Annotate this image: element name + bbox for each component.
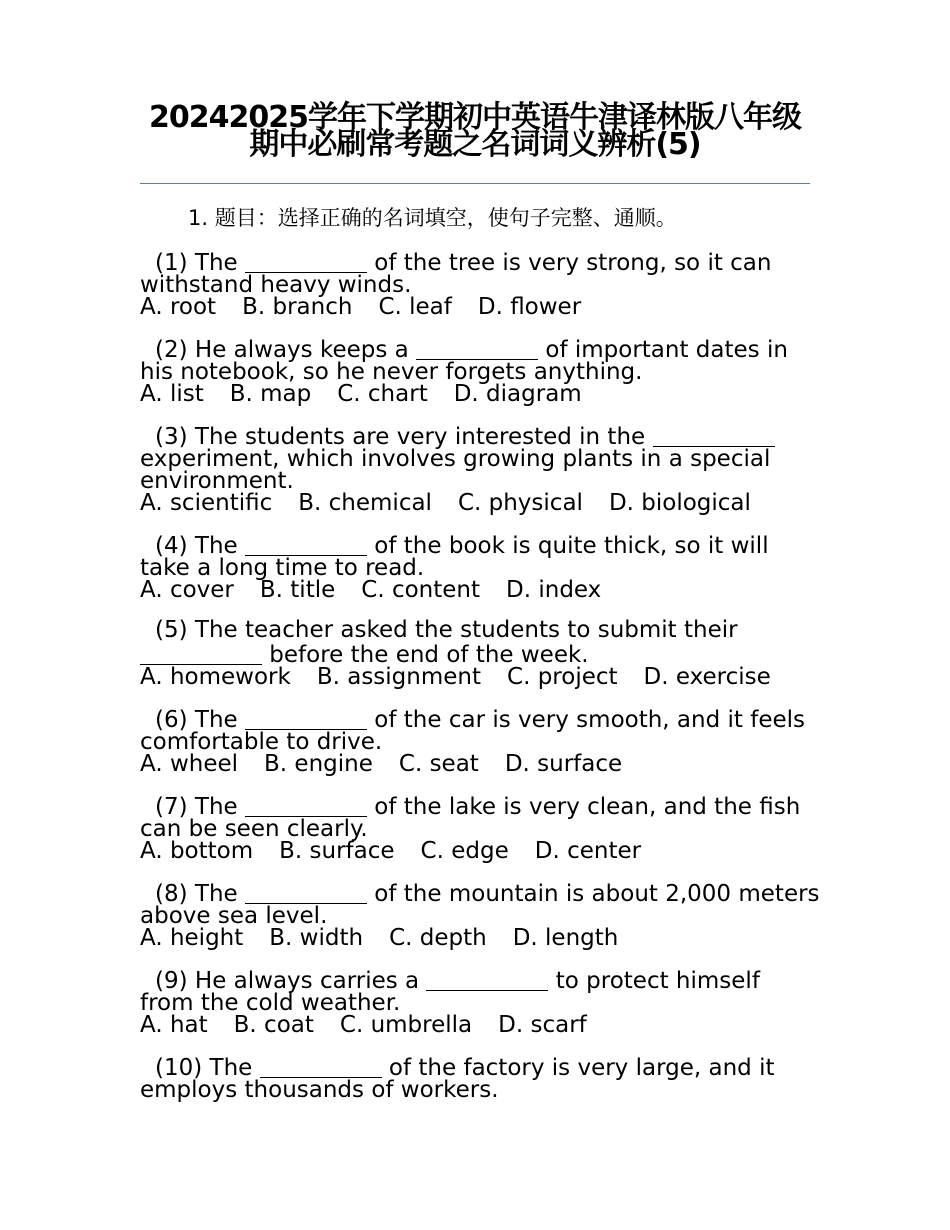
answer-blank (245, 249, 367, 273)
question-5 (140, 619, 820, 688)
question-10 (140, 1054, 820, 1101)
question-options (140, 840, 820, 862)
question-6 (140, 706, 820, 775)
question-4 (140, 532, 820, 601)
question-number: (9) (155, 968, 188, 994)
answer-blank (260, 1054, 382, 1078)
question-number: (7) (155, 794, 188, 820)
option-c: C. leaf (378, 294, 452, 320)
option-b: B. width (269, 925, 364, 951)
option-c: C. depth (389, 925, 487, 951)
option-c: C. chart (337, 381, 428, 407)
question-1 (140, 249, 820, 318)
answer-blank (245, 880, 367, 904)
option-d: D. diagram (453, 381, 582, 407)
question-options (140, 1014, 820, 1036)
option-d: D. surface (504, 751, 623, 777)
question-stem: (8) The of the mountain is about 2,000 meters above sea level. (140, 881, 820, 929)
document-title: 20242025学年下学期初中英语牛津译林版八年级期中必刷常考题之名词词义辨析(5) (149, 100, 801, 162)
option-c: C. physical (457, 490, 583, 516)
question-options (140, 927, 820, 949)
option-b: B. chemical (298, 490, 432, 516)
question-9 (140, 967, 820, 1036)
question-options (140, 579, 820, 601)
option-b: B. coat (233, 1012, 314, 1038)
option-a: A. bottom (140, 838, 254, 864)
question-options (140, 666, 820, 688)
question-2 (140, 336, 820, 405)
option-d: D. index (506, 577, 602, 603)
option-d: D. exercise (643, 664, 771, 690)
question-stem: (5) The teacher asked the students to submit their before the end of the week. (140, 619, 820, 666)
question-options (140, 296, 820, 318)
option-a: A. root (140, 294, 217, 320)
answer-blank (416, 336, 538, 360)
option-b: B. branch (242, 294, 353, 320)
option-c: C. project (507, 664, 618, 690)
answer-blank (426, 967, 548, 991)
question-stem: (9) He always carries a to protect himself from the cold weather. (140, 968, 760, 1016)
question-7 (140, 793, 820, 862)
option-d: D. length (512, 925, 619, 951)
answer-blank (653, 423, 775, 447)
option-d: D. center (534, 838, 642, 864)
option-b: B. engine (264, 751, 373, 777)
answer-blank (245, 706, 367, 730)
question-3 (140, 423, 820, 514)
question-stem: (1) The of the tree is very strong, so it can withstand heavy winds. (140, 250, 772, 298)
option-b: B. map (229, 381, 312, 407)
option-d: D. scarf (498, 1012, 587, 1038)
question-number: (6) (155, 707, 188, 733)
question-options (140, 383, 820, 405)
question-number: (10) (155, 1055, 203, 1081)
option-c: C. umbrella (339, 1012, 473, 1038)
question-number: (1) (155, 250, 188, 276)
option-c: C. edge (420, 838, 509, 864)
option-b: B. title (259, 577, 336, 603)
question-number: (4) (155, 533, 188, 559)
question-options (140, 492, 820, 514)
question-stem: (6) The of the car is very smooth, and it feels comfortable to drive. (140, 707, 805, 755)
option-a: A. hat (140, 1012, 208, 1038)
question-instruction: 1. 题目：选择正确的名词填空，使句子完整、通顺。 (188, 206, 677, 230)
answer-blank (245, 532, 367, 556)
option-c: C. seat (398, 751, 479, 777)
question-stem: (10) The of the factory is very large, and it employs thousands of workers. (140, 1055, 775, 1103)
option-a: A. wheel (140, 751, 239, 777)
question-stem: (7) The of the lake is very clean, and the fish can be seen clearly. (140, 794, 801, 842)
option-a: A. scientific (140, 490, 273, 516)
option-a: A. list (140, 381, 204, 407)
question-stem: (3) The students are very interested in the experiment, which involves growing plants in a special environment. (140, 423, 820, 492)
question-number: (8) (155, 881, 188, 907)
title-divider (140, 183, 810, 184)
option-a: A. cover (140, 577, 234, 603)
option-b: B. assignment (316, 664, 482, 690)
option-b: B. surface (279, 838, 395, 864)
question-stem: (2) He always keeps a of important dates in his notebook, so he never forgets anything. (140, 337, 788, 385)
option-d: D. flower (477, 294, 582, 320)
option-d: D. biological (608, 490, 751, 516)
question-stem: (4) The of the book is quite thick, so it will take a long time to read. (140, 533, 769, 581)
question-options (140, 753, 820, 775)
answer-blank (245, 793, 367, 817)
question-number: (5) (155, 617, 188, 643)
question-number: (3) (155, 424, 188, 450)
question-8 (140, 880, 820, 949)
option-c: C. content (361, 577, 481, 603)
option-a: A. height (140, 925, 244, 951)
answer-blank (140, 641, 262, 665)
question-number: (2) (155, 337, 188, 363)
option-a: A. homework (140, 664, 291, 690)
